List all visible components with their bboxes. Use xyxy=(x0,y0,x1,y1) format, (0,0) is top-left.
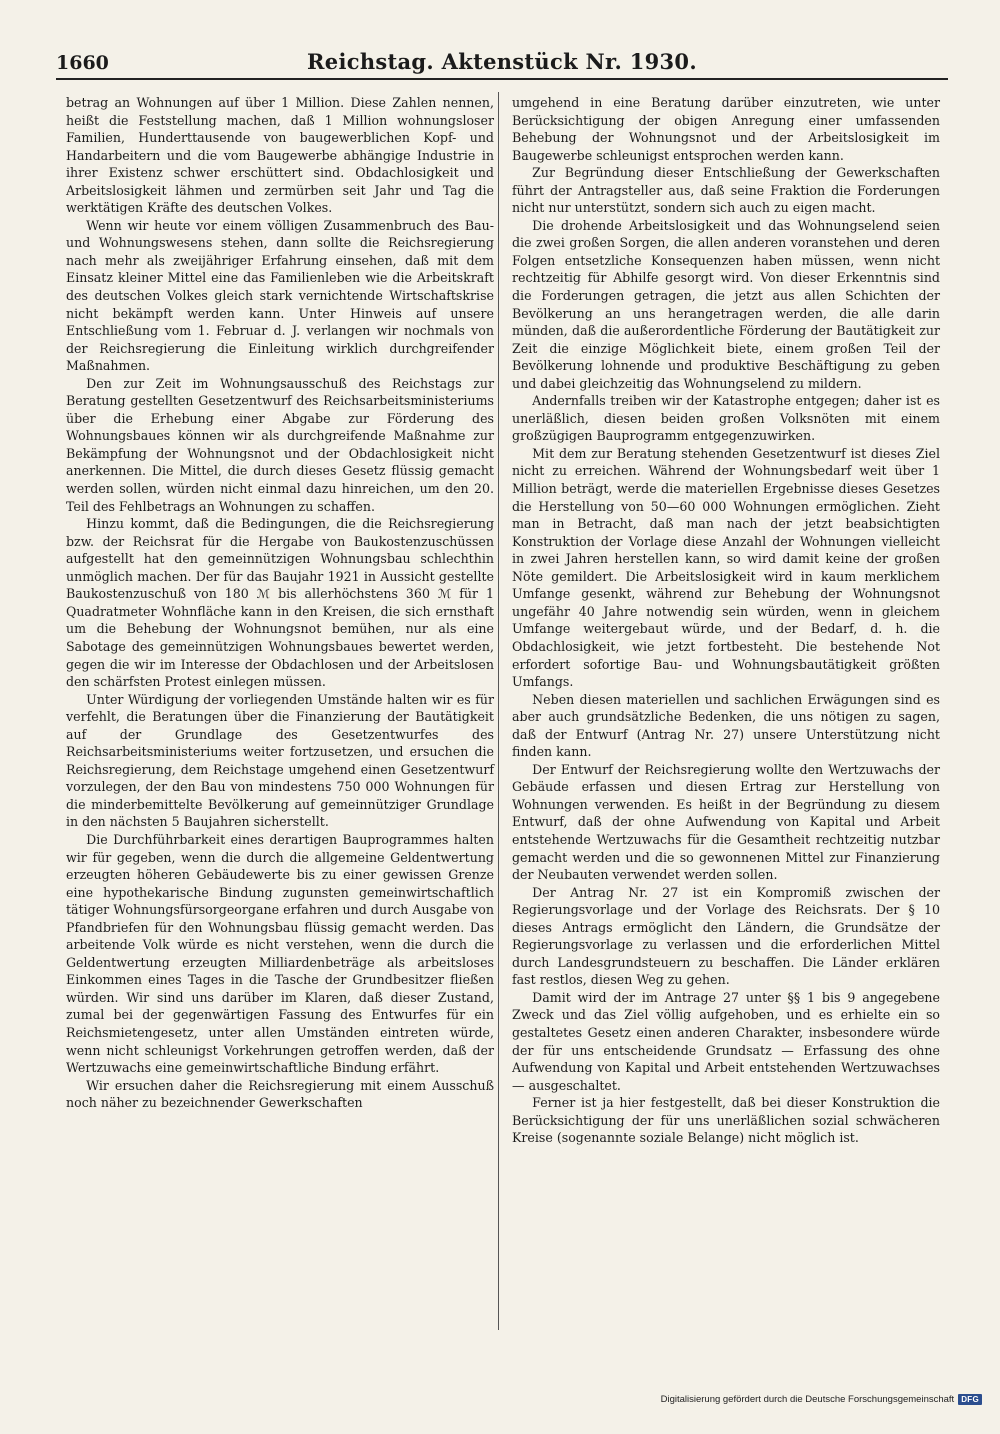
column-divider xyxy=(498,92,499,1330)
paragraph: Hinzu kommt, daß die Bedingungen, die die Reichsregierung bzw. der Reichsrat für die Hergabe von Baukostenzuschüssen aufgestellt hat den gemeinnützigen Wohnungsbau schlechthin unmöglich machen. Der für das Baujahr 1921 in Aussicht gestellte Baukostenzuschuß von 180 ℳ bis allerhöchstens 360 ℳ für 1 Quadratmeter Wohnfläche kann in den Kreisen, die sich ernsthaft um die Behebung der Wohnungsnot bemühen, nur als eine Sabotage des gemeinnützigen Wohnungsbaues bewertet werden, gegen die wir im Interesse der Obdachlosen und der Arbeitslosen den schärfsten Protest einlegen müssen. xyxy=(66,516,494,690)
dfg-logo: DFG xyxy=(958,1394,982,1405)
paragraph: Ferner ist ja hier festgestellt, daß bei dieser Konstruktion die Berücksichtigung der für uns unerläßlichen sozial schwächeren Kreise (sogenannte soziale Belange) nicht möglich ist. xyxy=(512,1095,940,1146)
paragraph: Die Durchführbarkeit eines derartigen Bauprogrammes halten wir für gegeben, wenn die durch die allgemeine Geldentwertung erzeugten höheren Gebäudewerte bis zu einer gewissen Grenze eine hypothekarische Bindung zugunsten gemeinwirtschaftlich tätiger Wohnungsfürsorgeorgane erfahren und durch Ausgabe von Pfandbriefen für den Wohnungsbau flüssig gemacht werden. Das arbeitende Volk würde es nicht verstehen, wenn die durch die Geldentwertung erzeugten Milliardenbeträge als arbeitsloses Einkommen eines Tages in die Tasche der Grundbesitzer fließen würden. Wir sind uns darüber im Klaren, daß dieser Zustand, zumal bei der gegenwärtigen Fassung des Entwurfes für ein Reichsmietengesetz, unter allen Umständen eintreten würde, wenn nicht schleunigst Vorkehrungen getroffen werden, daß der Wertzuwachs eine gemeinwirtschaftliche Bindung erfährt. xyxy=(66,831,494,1076)
running-title: Reichstag. Aktenstück Nr. 1930. xyxy=(307,49,697,74)
paragraph: Der Antrag Nr. 27 ist ein Kompromiß zwischen der Regierungsvorlage und der Vorlage des Reichsrats. Der § 10 dieses Antrags ermöglicht den Ländern, die Grundsätze der Regierungsvorlage zu verlassen und die erforderlichen Mittel durch Landesgrundsteuern zu beschaffen. Die Länder erklären fast restlos, diesen Weg zu gehen. xyxy=(512,884,940,988)
paragraph: Wenn wir heute vor einem völligen Zusammenbruch des Bau- und Wohnungswesens stehen, dann sollte die Reichsregierung nach mehr als zweijähriger Erfahrung einsehen, daß mit dem Einsatz kleiner Mittel eine das Familienleben wie die Arbeitskraft des deutschen Volkes gleich stark vernichtende Wirtschaftskrise nicht bekämpft werden kann. Unter Hinweis auf unsere Entschließung vom 1. Februar d. J. verlangen wir nochmals von der Reichsregierung die Einleitung wirklich durchgreifender Maßnahmen. xyxy=(66,217,494,374)
page-header xyxy=(56,44,948,74)
paragraph: Die drohende Arbeitslosigkeit und das Wohnungselend seien die zwei großen Sorgen, die allen anderen voranstehen und deren Folgen entsetzliche Konsequenzen haben müssen, wenn nicht rechtzeitig für Abhilfe gesorgt wird. Von dieser Erkenntnis sind die Forderungen getragen, die jetzt aus allen Schichten der Bevölkerung an uns herangetragen werden, die alle darin münden, daß die außerordentliche Förderung der Bautätigkeit zur Zeit die einzige Möglichkeit biete, einem großen Teil der Bevölkerung lohnende und produktive Beschäftigung zu geben und dabei gleichzeitig das Wohnungselend zu mildern. xyxy=(512,217,940,391)
header-rule xyxy=(56,78,948,80)
left-column xyxy=(66,94,494,1112)
digitization-credit xyxy=(661,1394,982,1405)
page-number: 1660 xyxy=(56,52,109,74)
paragraph: Zur Begründung dieser Entschließung der Gewerkschaften führt der Antragsteller aus, daß seine Fraktion die Forderungen nicht nur unterstützt, sondern sich auch zu eigen macht. xyxy=(512,165,940,216)
paragraph: Andernfalls treiben wir der Katastrophe entgegen; daher ist es unerläßlich, diesen beiden großen Volksnöten mit einem großzügigen Bauprogramm entgegenzuwirken. xyxy=(512,393,940,444)
paragraph: Den zur Zeit im Wohnungsausschuß des Reichstags zur Beratung gestellten Gesetzentwurf des Reichsarbeitsministeriums über die Erhebung einer Abgabe zur Förderung des Wohnungsbaues können wir als durchgreifende Maßnahme zur Bekämpfung der Wohnungsnot und der Obdachlosigkeit nicht anerkennen. Die Mittel, die durch dieses Gesetz flüssig gemacht werden sollen, würden nicht einmal dazu hinreichen, um den 20. Teil des Fehlbetrags an Wohnungen zu schaffen. xyxy=(66,375,494,514)
paragraph: Unter Würdigung der vorliegenden Umstände halten wir es für verfehlt, die Beratungen über die Finanzierung der Bautätigkeit auf der Grundlage des Gesetzentwurfes des Reichsarbeitsministeriums weiter fortzusetzen, und ersuchen die Reichsregierung, dem Reichstage umgehend einen Gesetzentwurf vorzulegen, der den Bau von mindestens 750 000 Wohnungen für die minderbemittelte Bevölkerung auf gemeinnütziger Grundlage in den nächsten 5 Baujahren sicherstellt. xyxy=(66,691,494,830)
paragraph: Wir ersuchen daher die Reichsregierung mit einem Ausschuß noch näher zu bezeichnender Gewerkschaften xyxy=(66,1077,494,1111)
right-column xyxy=(512,94,940,1147)
paragraph: betrag an Wohnungen auf über 1 Million. Diese Zahlen nennen, heißt die Feststellung machen, daß 1 Million wohnungsloser Familien, Hunderttausende von baugewerblichen Kopf- und Handarbeitern und die vom Baugewerbe abhängige Industrie in ihrer Existenz schwer erschüttert sind. Obdachlosigkeit und Arbeitslosigkeit lähmen und zermürben seit Jahr und Tag die werktätigen Kräfte des deutschen Volkes. xyxy=(66,95,494,216)
paragraph: Neben diesen materiellen und sachlichen Erwägungen sind es aber auch grundsätzliche Bedenken, die uns nötigen zu sagen, daß der Entwurf (Antrag Nr. 27) unsere Unterstützung nicht finden kann. xyxy=(512,691,940,760)
paragraph: umgehend in eine Beratung darüber einzutreten, wie unter Berücksichtigung der obigen Anregung einer umfassenden Behebung der Wohnungsnot und der Arbeitslosigkeit im Baugewerbe schleunigst entsprochen werden kann. xyxy=(512,95,940,163)
paragraph: Der Entwurf der Reichsregierung wollte den Wertzuwachs der Gebäude erfassen und diesen Ertrag zur Herstellung von Wohnungen verwenden. Es heißt in der Begründung zu diesem Entwurf, daß der ohne Aufwendung von Kapital und Arbeit entstehende Wertzuwachs für die Gesamtheit rechtzeitig nutzbar gemacht werden und die so gewonnenen Mittel zur Finanzierung der Neubauten verwendet werden sollen. xyxy=(512,761,940,883)
paragraph: Damit wird der im Antrage 27 unter §§ 1 bis 9 angegebene Zweck und das Ziel völlig aufgehoben, und es erhielte ein so gestaltetes Gesetz einen anderen Charakter, insbesondere würde der für uns entscheidende Grundsatz — Erfassung des ohne Aufwendung von Kapital und Arbeit entstehenden Wertzuwachses — ausgeschaltet. xyxy=(512,989,940,1093)
paragraph: Mit dem zur Beratung stehenden Gesetzentwurf ist dieses Ziel nicht zu erreichen. Während der Wohnungsbedarf weit über 1 Million beträgt, werde die materiellen Ergebnisse dieses Gesetzes die Herstellung von 50—60 000 Wohnungen ermöglichen. Zieht man in Betracht, daß man nach der jetzt beabsichtigten Konstruktion der Vorlage diese Anzahl der Wohnungen vielleicht in zwei Jahren herstellen kann, so wird damit keine der großen Nöte gemildert. Die Arbeitslosigkeit wird in kaum merklichem Umfange gesenkt, während zur Behebung der Wohnungsnot ungefähr 40 Jahre notwendig sein würden, wenn in gleichem Umfange weitergebaut würde, und der Bedarf, d. h. die Obdachlosigkeit, wie jetzt fortbesteht. Die bestehende Not erfordert sofortige Bau- und Wohnungsbautätigkeit größten Umfangs. xyxy=(512,445,940,690)
credit-text: Digitalisierung gefördert durch die Deutsche Forschungsgemeinschaft xyxy=(660,1394,955,1405)
